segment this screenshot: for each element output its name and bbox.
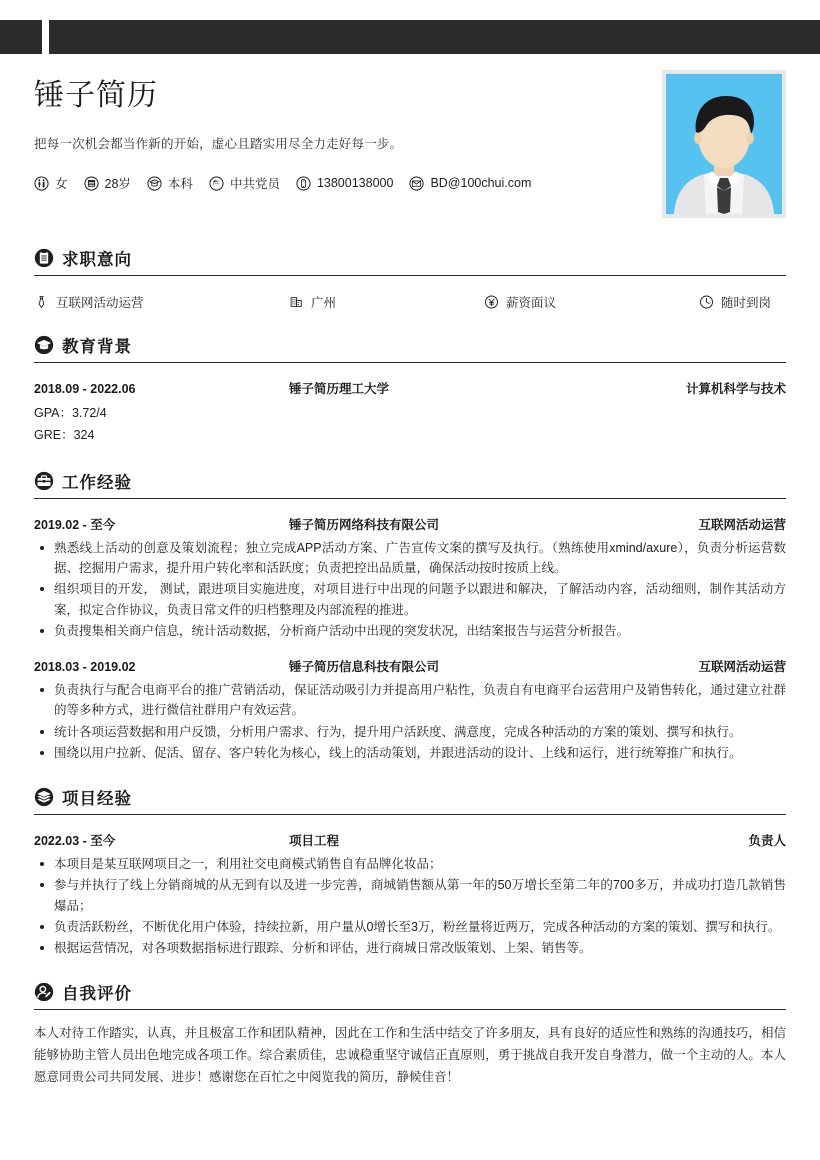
fact-political-status-value: 中共党员 xyxy=(229,177,280,191)
list-item: 参与并执行了线上分销商城的从无到有以及进一步完善，商城销售额从第一年的50万增长至第二年的700多万，并成功打造几款销售爆品； xyxy=(34,875,786,916)
list-item: 组织项目的开发， 测试，跟进项目实施进度，对项目进行中出现的问题予以跟进和解决，了解活动内容，活动细则，制作其活动方案，拟定合作协议，负责日常文件的归档整理及内部流程的推进。 xyxy=(34,579,786,620)
fact-education-value: 本科 xyxy=(167,177,193,191)
fact-gender-value: 女 xyxy=(55,177,68,191)
personal-motto: 把每一次机会都当作新的开始，虚心且踏实用尽全力走好每一步。 xyxy=(34,137,403,151)
entry-date: 2018.09 - 2022.06 xyxy=(34,382,136,396)
section-header xyxy=(34,333,786,363)
work-entry xyxy=(34,515,786,641)
list-item: 熟悉线上活动的创意及策划流程；独立完成APP活动方案、广告宣传文案的撰写及执行。（熟练使用xmind/axure），负责分析运营数据、挖掘用户需求，提升用户转化率和活跃度；负责把控出品质量，确保活动按时按质上线。 xyxy=(34,538,786,579)
person-edit-icon xyxy=(34,982,54,1002)
job-intention-city xyxy=(289,293,484,311)
work-responsibilities xyxy=(34,538,786,641)
fact-political-status xyxy=(209,174,280,192)
entry-date: 2018.03 - 2019.02 xyxy=(34,660,136,674)
self-evaluation-text: 本人对待工作踏实，认真，并且极富工作和团队精神，因此在工作和生活中结交了许多朋友，具有良好的适应性和熟练的沟通技巧，相信能够协助主管人员出色地完成各项工作。综合素质佳，忠诚稳重坚守诚信正直原则，勇于挑战自我开发自身潜力，做一个主动的人。本人愿意同贵公司共同发展、进步！感谢您在百忙之中阅览我的简历，静候佳音！ xyxy=(34,1026,786,1084)
fact-age xyxy=(84,174,131,192)
clock-icon xyxy=(699,294,714,310)
job-intention-position-value: 互联网活动运营 xyxy=(56,296,144,310)
list-item: 负责搜集相关商户信息，统计活动数据，分析商户活动中出现的突发状况，出结案报告与运营分析报告。 xyxy=(34,621,786,641)
fact-phone xyxy=(296,176,393,191)
entry-company: 锤子简历网络科技有限公司 xyxy=(289,517,440,532)
avatar xyxy=(662,70,786,218)
section-work-experience xyxy=(34,469,786,763)
entry-role: 负责人 xyxy=(748,834,786,848)
entry-date: 2019.02 - 至今 xyxy=(34,517,116,532)
entry-company: 锤子简历信息科技有限公司 xyxy=(289,660,440,674)
page-title: 锤子简历 xyxy=(34,79,158,112)
section-title: 自我评价 xyxy=(62,985,132,1004)
section-header xyxy=(34,469,786,499)
education-gpa: GPA：3.72/4 xyxy=(34,406,107,420)
entry-project-name: 项目工程 xyxy=(289,834,340,848)
briefcase-icon xyxy=(34,471,54,491)
section-title: 项目经验 xyxy=(62,790,132,808)
section-job-intention xyxy=(34,246,786,311)
section-title: 工作经验 xyxy=(62,473,132,492)
education-details xyxy=(34,403,786,447)
section-header xyxy=(34,785,786,815)
salary-icon xyxy=(484,294,499,310)
work-entry xyxy=(34,657,786,763)
graduation-cap-icon xyxy=(34,335,54,355)
identity-header xyxy=(34,54,786,224)
job-intention-availability-value: 随时到岗 xyxy=(721,296,772,310)
top-bar-accent-block xyxy=(0,20,42,54)
email-icon xyxy=(409,176,424,191)
building-icon xyxy=(289,294,304,310)
job-intention-salary-value: 薪资面议 xyxy=(506,296,557,310)
fact-email-value: BD@100chui.com xyxy=(430,176,532,190)
top-bar xyxy=(0,20,820,54)
fact-email xyxy=(409,176,531,191)
education-icon xyxy=(147,176,162,191)
avatar-image xyxy=(666,74,782,214)
list-item: 围绕以用户拉新、促活、留存、客户转化为核心，线上的活动策划，并跟进活动的设计、上线和运行，进行统筹推广和执行。 xyxy=(34,743,786,763)
job-intention-availability xyxy=(699,293,786,311)
project-entry xyxy=(34,831,786,958)
section-project-experience xyxy=(34,785,786,958)
education-gre: GRE：324 xyxy=(34,427,95,442)
entry-role: 互联网活动运营 xyxy=(698,660,786,674)
resume-content xyxy=(0,54,820,1089)
section-education xyxy=(34,333,786,447)
section-header xyxy=(34,246,786,276)
tie-icon xyxy=(34,294,49,310)
work-responsibilities xyxy=(34,680,786,763)
section-self-evaluation xyxy=(34,980,786,1089)
job-intention-position xyxy=(34,293,289,311)
layers-icon xyxy=(34,787,54,807)
education-entry xyxy=(34,379,786,447)
job-intention-salary xyxy=(484,293,699,311)
party-icon xyxy=(209,176,224,191)
entry-major: 计算机科学与技术 xyxy=(685,382,786,396)
gender-icon xyxy=(34,176,49,191)
fact-phone-value: 13800138000 xyxy=(316,176,394,190)
section-title: 教育背景 xyxy=(62,338,132,356)
clipboard-icon xyxy=(34,248,54,268)
list-item: 负责活跃粉丝，不断优化用户体验，持续拉新，用户量从0增长至3万，粉丝量将近两万，完成各种活动的方案的策划、撰写和执行。 xyxy=(34,917,786,937)
list-item: 本项目是某互联网项目之一，利用社交电商模式销售自有品牌化妆品； xyxy=(34,854,786,874)
job-intention-city-value: 广州 xyxy=(311,296,337,310)
entry-organization: 锤子简历理工大学 xyxy=(289,382,390,396)
fact-education xyxy=(147,174,193,192)
section-header xyxy=(34,980,786,1010)
list-item: 根据运营情况，对各项数据指标进行跟踪、分析和评估，进行商城日常改版策划、上架、销售等。 xyxy=(34,938,786,958)
entry-header xyxy=(34,515,786,533)
entry-role: 互联网活动运营 xyxy=(698,517,786,532)
entry-header xyxy=(34,379,786,397)
fact-gender xyxy=(34,174,68,192)
list-item: 负责执行与配合电商平台的推广营销活动，保证活动吸引力并提高用户粘性，负责自有电商平台运营用户及销售转化，通过建立社群的等多种方式，进行微信社群用户有效运营。 xyxy=(34,680,786,721)
entry-date: 2022.03 - 至今 xyxy=(34,834,116,848)
list-item: 统计各项运营数据和用户反馈，分析用户需求、行为，提升用户活跃度、满意度，完成各种活动的方案的策划、撰写和执行。 xyxy=(34,722,786,742)
project-details xyxy=(34,854,786,958)
fact-age-value: 28岁 xyxy=(104,177,131,191)
section-title: 求职意向 xyxy=(62,251,132,269)
job-intention-items xyxy=(34,293,786,311)
entry-header xyxy=(34,831,786,849)
phone-icon xyxy=(296,176,311,191)
entry-header xyxy=(34,657,786,675)
top-bar-main-block xyxy=(49,20,820,54)
calendar-icon xyxy=(84,176,99,191)
